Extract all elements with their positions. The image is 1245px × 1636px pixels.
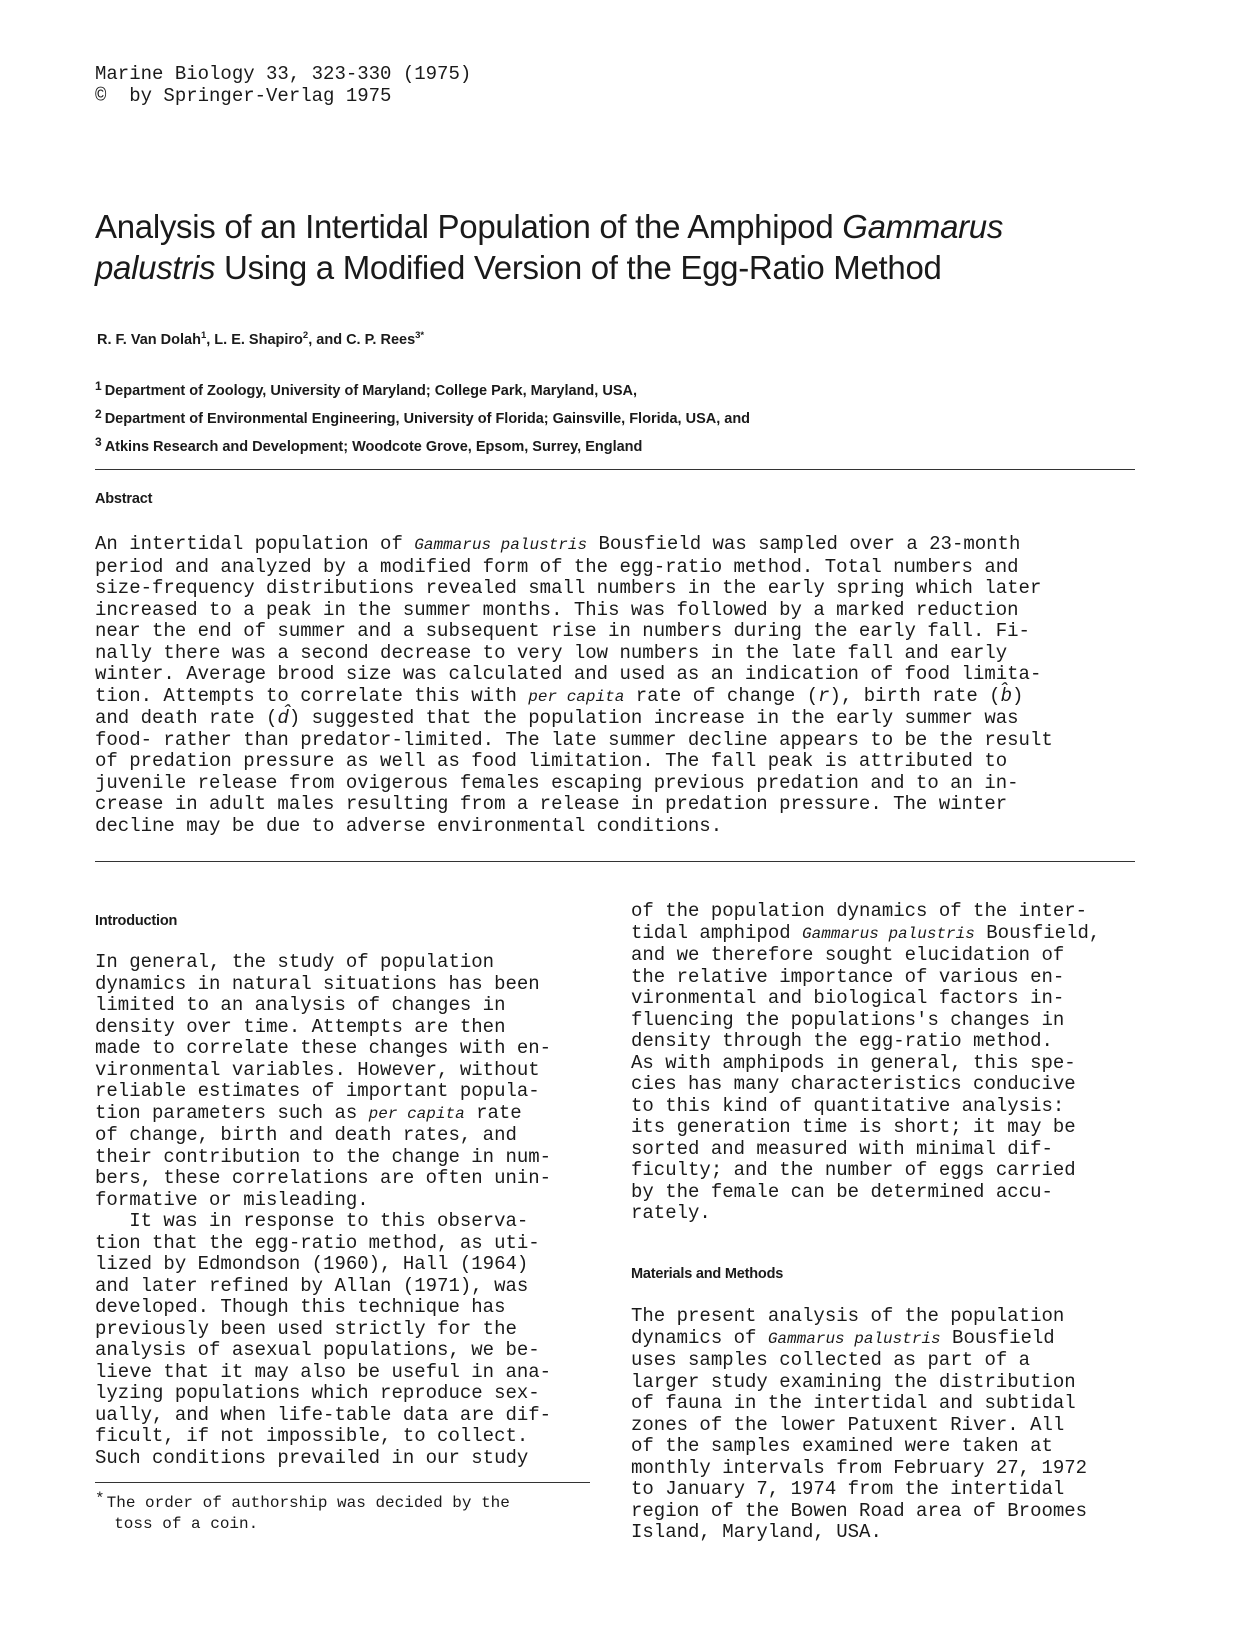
affiliation-item	[95, 431, 995, 459]
abstract-line: near the end of summer and a subsequent rise in numbers during the early fall. Fi-	[95, 620, 1030, 642]
species-name: Gammarus palustris	[414, 536, 588, 554]
abstract-line: crease in adult males resulting from a release in predation pressure. The winter	[95, 793, 1008, 815]
affiliation-text: Department of Environmental Engineering, University of Florida; Gainsville, Florida, USA, and	[104, 411, 751, 427]
text-line: lized by Edmondson (1960), Hall (1964)	[95, 1253, 529, 1275]
footnote-line: toss of a coin.	[114, 1515, 259, 1533]
text-line: zones of the lower Patuxent River. All	[631, 1413, 1065, 1436]
text-line: uses samples collected as part of a	[631, 1349, 1031, 1371]
abstract-line: period and analyzed by a modified form of the egg-ratio method. Total numbers and	[95, 555, 1019, 578]
affiliation-text: Department of Zoology, University of Maryland; College Park, Maryland, USA,	[104, 383, 637, 399]
methods-text	[631, 1306, 1087, 1544]
text-line: It was in response to this observa-	[95, 1210, 529, 1232]
symbol-b-hat: b̂	[1000, 684, 1012, 707]
footnote-divider	[95, 1482, 590, 1483]
text-line: The present analysis of the population	[631, 1305, 1065, 1327]
author-affiliation-mark: 2	[302, 330, 309, 342]
author-name: , and C. P. Rees	[308, 332, 416, 348]
title-species-genus: Gammarus	[842, 208, 1004, 245]
italic-term: per capita	[368, 1104, 465, 1123]
text-line: ficult, if not impossible, to collect.	[95, 1425, 529, 1447]
abstract-line: nally there was a second decrease to very low numbers in the late fall and early	[95, 641, 1008, 664]
text-line: ficulty; and the number of eggs carried	[631, 1159, 1076, 1181]
footnote	[95, 1489, 595, 1535]
text-line: cies has many characteristics conducive	[631, 1073, 1076, 1095]
text-line: formative or misleading.	[95, 1188, 369, 1211]
text-line: monthly intervals from February 27, 1972	[631, 1456, 1088, 1479]
copyright-line: © by Springer-Verlag 1975	[95, 84, 392, 107]
text-line: lyzing populations which reproduce sex-	[95, 1382, 540, 1404]
text-line: limited to an analysis of changes in	[95, 994, 506, 1016]
text-line: In general, the study of population	[95, 951, 495, 973]
species-name: Gammarus palustris	[767, 1329, 941, 1348]
text-line: by the female can be determined accu-	[631, 1180, 1053, 1203]
text-line: lieve that it may also be useful in ana-	[95, 1360, 552, 1383]
text-line: of the population dynamics of the inter-	[631, 900, 1088, 922]
introduction-continuation	[631, 901, 1100, 1225]
author-affiliation-mark: 1	[200, 330, 207, 342]
abstract-line: An intertidal population of Gammarus palustris Bousfield was sampled over a 23-month	[95, 533, 1021, 555]
text-line: the relative importance of various en-	[631, 965, 1065, 988]
abstract-line: food- rather than predator-limited. The late summer decline appears to be the result	[95, 728, 1053, 751]
abstract-line: increased to a peak in the summer months. This was followed by a marked reduction	[95, 598, 1019, 621]
abstract-line: and death rate (d̂) suggested that the population increase in the early summer was	[95, 707, 1019, 729]
text-line: and we therefore sought elucidation of	[631, 944, 1065, 966]
author-name: , L. E. Shapiro	[206, 332, 303, 348]
introduction-heading: Introduction	[95, 913, 178, 929]
title-text-1: Analysis of an Intertidal Population of the Amphipod	[95, 208, 843, 245]
footnote-mark: *	[95, 1490, 105, 1508]
abstract-text	[95, 534, 1175, 837]
text-line: tion parameters such as per capita rate	[95, 1101, 522, 1124]
affiliation-number: 1	[95, 379, 102, 393]
abstract-heading: Abstract	[95, 491, 153, 507]
author-affiliation-mark: 3*	[415, 330, 425, 342]
affiliation-item	[95, 375, 995, 403]
text-line: region of the Bowen Road area of Broomes	[631, 1499, 1088, 1522]
affiliations	[95, 375, 995, 459]
text-line: sorted and measured with minimal dif-	[631, 1137, 1053, 1160]
footnote-line: * The order of authorship was decided by the	[95, 1490, 510, 1512]
author-list	[97, 332, 997, 348]
text-line: analysis of asexual populations, we be-	[95, 1339, 540, 1361]
text-line: previously been used strictly for the	[95, 1317, 517, 1340]
text-line: and later refined by Allan (1971), was	[95, 1274, 529, 1297]
text-line: fluencing the populations's changes in	[631, 1008, 1065, 1031]
text-line: of the samples examined were taken at	[631, 1435, 1053, 1457]
text-line: density over time. Attempts are then	[95, 1015, 506, 1038]
journal-header	[95, 64, 695, 107]
title-species-epithet: palustris	[95, 249, 216, 286]
text-line: bers, these correlations are often unin-	[95, 1167, 552, 1189]
text-line: rately.	[631, 1202, 711, 1224]
text-line: reliable estimates of important popula-	[95, 1080, 540, 1102]
text-line: to this kind of quantitative analysis:	[631, 1094, 1065, 1117]
text-line: density through the egg-ratio method.	[631, 1030, 1053, 1052]
text-line: of change, birth and death rates, and	[95, 1124, 517, 1146]
text-line: to January 7, 1974 from the intertidal	[631, 1478, 1065, 1500]
text-line: of fauna in the intertidal and subtidal	[631, 1392, 1076, 1414]
affiliation-number: 2	[95, 407, 102, 421]
abstract-line: winter. Average brood size was calculated and used as an indication of food limita-	[95, 663, 1042, 685]
text-line: its generation time is short; it may be	[631, 1116, 1076, 1138]
affiliation-text: Atkins Research and Development; Woodcote Grove, Epsom, Surrey, England	[104, 439, 643, 455]
divider	[95, 861, 1135, 862]
author-name: R. F. Van Dolah	[97, 332, 201, 348]
abstract-line: of predation pressure as well as food limitation. The fall peak is attributed to	[95, 750, 1008, 772]
paper-title	[95, 206, 1175, 288]
text-line: vironmental variables. However, without	[95, 1058, 540, 1081]
affiliation-item	[95, 403, 995, 431]
text-line: their contribution to the change in num-	[95, 1145, 552, 1168]
text-line: developed. Though this technique has	[95, 1296, 506, 1318]
divider	[95, 469, 1135, 470]
text-line: tion that the egg-ratio method, as uti-	[95, 1231, 540, 1254]
text-line: Such conditions prevailed in our study	[95, 1446, 529, 1469]
abstract-line: size-frequency distributions revealed small numbers in the early spring which later	[95, 577, 1042, 599]
text-line: tidal amphipod Gammarus palustris Bousfield,	[631, 921, 1101, 944]
text-line: As with amphipods in general, this spe-	[631, 1051, 1076, 1074]
introduction-text	[95, 952, 551, 1469]
journal-citation: Marine Biology 33, 323-330 (1975)	[95, 63, 472, 85]
species-name: Gammarus palustris	[802, 924, 975, 943]
methods-heading: Materials and Methods	[631, 1266, 784, 1282]
text-line: Island, Maryland, USA.	[631, 1521, 882, 1543]
text-line: ually, and when life-table data are dif-	[95, 1403, 552, 1426]
affiliation-number: 3	[95, 435, 102, 449]
title-text-2: Using a Modified Version of the Egg-Ratio Method	[215, 249, 942, 286]
symbol-r: r	[818, 684, 830, 707]
text-line: larger study examining the distribution	[631, 1370, 1076, 1393]
text-line: dynamics of Gammarus palustris Bousfield	[631, 1326, 1055, 1349]
abstract-line: juvenile release from ovigerous females escaping previous predation and to an in-	[95, 771, 1019, 794]
abstract-line: decline may be due to adverse environmental conditions.	[95, 814, 723, 837]
text-line: made to correlate these changes with en-	[95, 1037, 552, 1059]
text-line: dynamics in natural situations has been	[95, 972, 540, 995]
italic-term: per capita	[528, 687, 625, 706]
abstract-line: tion. Attempts to correlate this with per capita rate of change (r), birth rate (b̂)	[95, 684, 1024, 707]
symbol-d-hat: d̂	[277, 707, 289, 729]
text-line: vironmental and biological factors in-	[631, 987, 1065, 1009]
